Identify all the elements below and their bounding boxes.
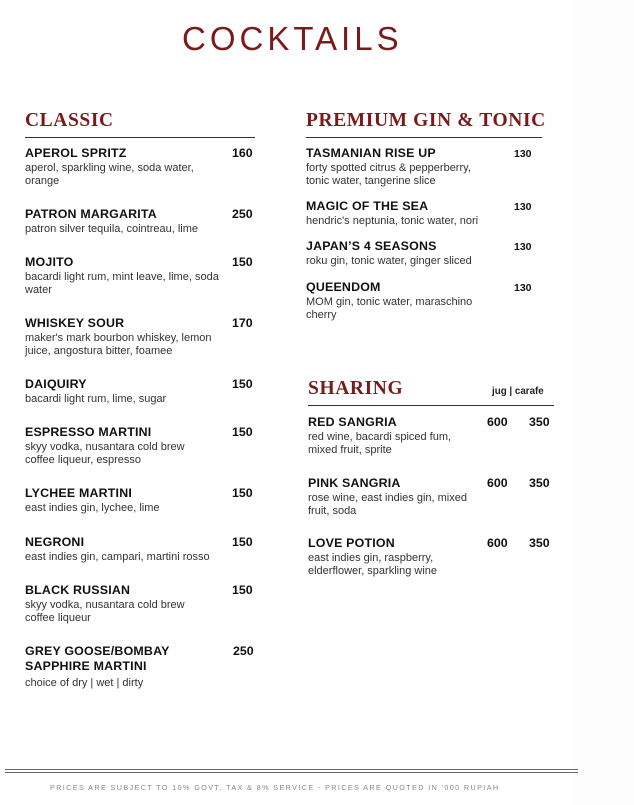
item-desc: patron silver tequila, cointreau, lime (25, 223, 199, 235)
carafe-price: 350 (529, 415, 550, 429)
menu-item (25, 644, 185, 690)
item-desc: maker's mark bourbon whiskey, lemon juice, angostura bitter, foamee (25, 332, 212, 357)
item-desc: choice of dry | wet | dirty (25, 677, 144, 689)
item-price: 250 (233, 644, 254, 658)
menu-item (306, 280, 496, 322)
item-desc: skyy vodka, nusantara cold brew coffee liqueur (25, 599, 185, 624)
classic-heading: CLASSIC (25, 110, 114, 131)
item-name: MAGIC OF THE SEA (306, 199, 429, 213)
item-name: JAPAN’S 4 SEASONS (306, 239, 437, 253)
menu-item (308, 476, 478, 518)
item-desc: red wine, bacardi spiced fum, mixed fruit, sprite (308, 431, 452, 456)
item-desc: east indies gin, campari, martini rosso (25, 551, 210, 563)
item-price: 150 (232, 535, 253, 549)
menu-item (25, 486, 225, 515)
item-price: 130 (514, 241, 532, 253)
gin-heading: PREMIUM GIN & TONIC (306, 110, 546, 131)
item-desc: aperol, sparkling wine, soda water, orange (25, 162, 194, 187)
item-price: 130 (514, 148, 532, 160)
item-name: RED SANGRIA (308, 415, 397, 429)
footer-note: PRICES ARE SUBJECT TO 10% GOVT. TAX & 8% SERVICE - PRICES ARE QUOTED IN '000 RUPIAH (50, 783, 500, 792)
item-desc: hendric's neptunia, tonic water, nori (306, 215, 479, 227)
menu-title: COCKTAILS (182, 20, 403, 57)
menu-item (25, 377, 225, 406)
menu-item (25, 535, 235, 564)
menu-item (25, 583, 205, 625)
menu-item (306, 199, 506, 228)
item-name: NEGRONI (25, 535, 85, 549)
item-price: 130 (514, 201, 532, 213)
item-name: PATRON MARGARITA (25, 207, 157, 221)
jug-price: 600 (487, 415, 508, 429)
menu-item (25, 425, 205, 467)
carafe-price: 350 (529, 476, 550, 490)
item-price: 250 (232, 207, 253, 221)
item-name: BLACK RUSSIAN (25, 583, 131, 597)
item-price: 160 (232, 146, 253, 160)
item-name: ESPRESSO MARTINI (25, 425, 152, 439)
item-name: TASMANIAN RISE UP (306, 146, 436, 160)
menu-item (306, 146, 496, 188)
item-name: GREY GOOSE/BOMBAY SAPPHIRE MARTINI (25, 644, 170, 673)
menu-item (308, 536, 473, 578)
item-desc: bacardi light rum, mint leave, lime, soda water (25, 271, 219, 296)
menu-item (25, 146, 225, 188)
item-price: 170 (232, 316, 253, 330)
item-desc: rose wine, east indies gin, mixed fruit, soda (308, 492, 467, 517)
item-price: 150 (232, 425, 253, 439)
carafe-price: 350 (529, 536, 550, 550)
item-name: PINK SANGRIA (308, 476, 401, 490)
item-name: LYCHEE MARTINI (25, 486, 132, 500)
item-name: APEROL SPRITZ (25, 146, 127, 160)
item-price: 150 (232, 255, 253, 269)
item-desc: MOM gin, tonic water, maraschino cherry (306, 296, 473, 321)
item-price: 130 (514, 282, 532, 294)
item-desc: east indies gin, raspberry, elderflower, sparkling wine (308, 552, 438, 577)
footer-rule-bottom (5, 772, 578, 773)
sharing-heading: SHARING (308, 378, 404, 399)
menu-item (308, 415, 478, 457)
item-desc: bacardi light rum, lime, sugar (25, 393, 167, 405)
item-price: 150 (232, 377, 253, 391)
jug-price: 600 (487, 476, 508, 490)
menu-item (25, 316, 230, 358)
item-desc: east indies gin, lychee, lime (25, 502, 160, 514)
item-price: 150 (232, 486, 253, 500)
footer-rule-top (5, 769, 578, 770)
item-desc: roku gin, tonic water, ginger sliced (306, 255, 472, 267)
sharing-rule (308, 405, 554, 406)
size-label: jug | carafe (492, 386, 544, 397)
classic-rule (25, 137, 255, 138)
item-name: QUEENDOM (306, 280, 381, 294)
item-name: MOJITO (25, 255, 74, 269)
item-price: 150 (232, 583, 253, 597)
page-margin (574, 0, 634, 805)
menu-item (306, 239, 506, 268)
item-name: DAIQUIRY (25, 377, 87, 391)
item-desc: skyy vodka, nusantara cold brew coffee liqueur, espresso (25, 441, 185, 466)
jug-price: 600 (487, 536, 508, 550)
menu-item (25, 207, 230, 236)
item-name: WHISKEY SOUR (25, 316, 125, 330)
menu-item (25, 255, 220, 297)
item-name: LOVE POTION (308, 536, 395, 550)
item-desc: forty spotted citrus & pepperberry, tonic water, tangerine slice (306, 162, 471, 187)
gin-rule (306, 137, 542, 138)
